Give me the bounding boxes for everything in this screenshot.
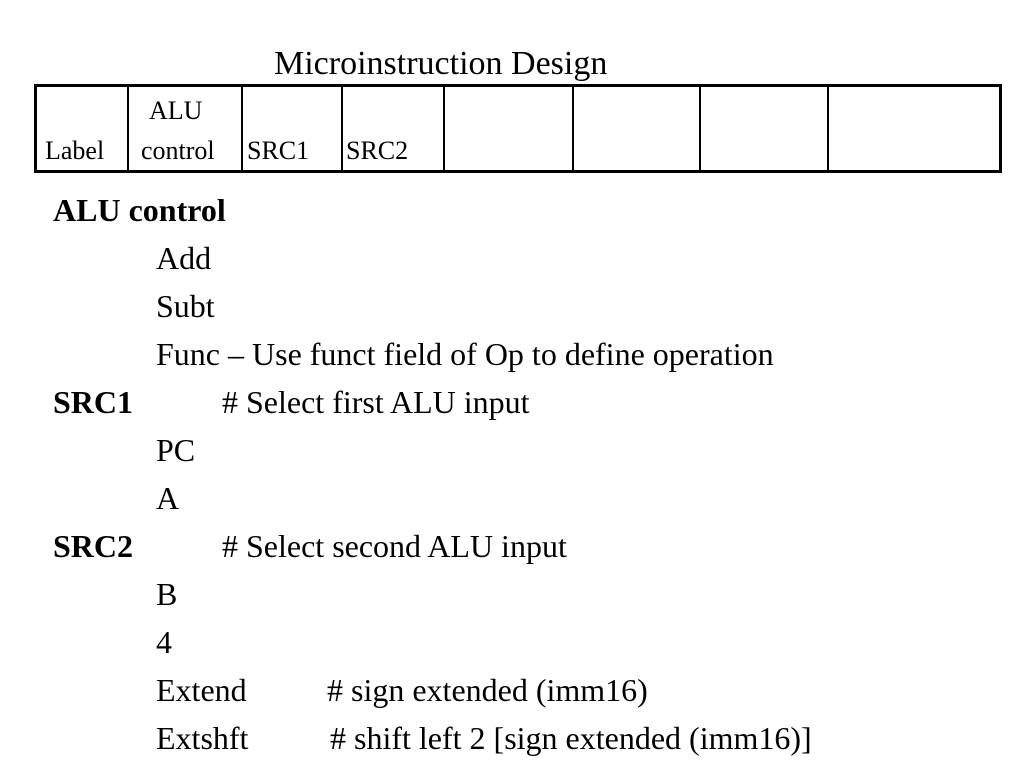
alu-control-option-subt: Subt: [156, 288, 215, 324]
field-src2-cell: [341, 87, 445, 170]
src2-option-b: B: [156, 576, 178, 612]
src1-comment: # Select first ALU input: [222, 384, 530, 420]
field-alu-control-cell: [127, 87, 243, 170]
field-empty-cell-4: [827, 87, 995, 170]
field-alu-control-text-line2: control: [141, 136, 215, 165]
field-src1-cell: [241, 87, 343, 170]
src2-heading: SRC2: [53, 528, 134, 564]
src2-option-extshft-comment: # shift left 2 [sign extended (imm16)]: [330, 720, 812, 756]
src2-option-4: 4: [156, 624, 172, 660]
field-empty-cell-1: [443, 87, 574, 170]
alu-control-option-func: Func – Use funct field of Op to define operation: [156, 336, 774, 372]
alu-control-option-add: Add: [156, 240, 212, 276]
src2-comment: # Select second ALU input: [222, 528, 567, 564]
alu-control-heading: ALU control: [53, 192, 226, 228]
src1-heading: SRC1: [53, 384, 134, 420]
field-empty-cell-2: [572, 87, 701, 170]
microinstruction-format-table: [34, 84, 1002, 173]
field-alu-control-text-line1: ALU: [149, 96, 203, 125]
src1-option-a: A: [156, 480, 180, 516]
slide-title: Microinstruction Design: [274, 45, 608, 82]
field-label-text: Label: [45, 136, 105, 165]
field-label-cell: [37, 87, 127, 170]
src1-option-pc: PC: [156, 432, 196, 468]
src2-option-extend-comment: # sign extended (imm16): [327, 672, 648, 708]
src2-option-extend: Extend: [156, 672, 247, 708]
field-src1-text: SRC1: [247, 136, 310, 165]
src2-option-extshft: Extshft: [156, 720, 249, 756]
field-empty-cell-3: [699, 87, 829, 170]
field-src2-text: SRC2: [346, 136, 409, 165]
